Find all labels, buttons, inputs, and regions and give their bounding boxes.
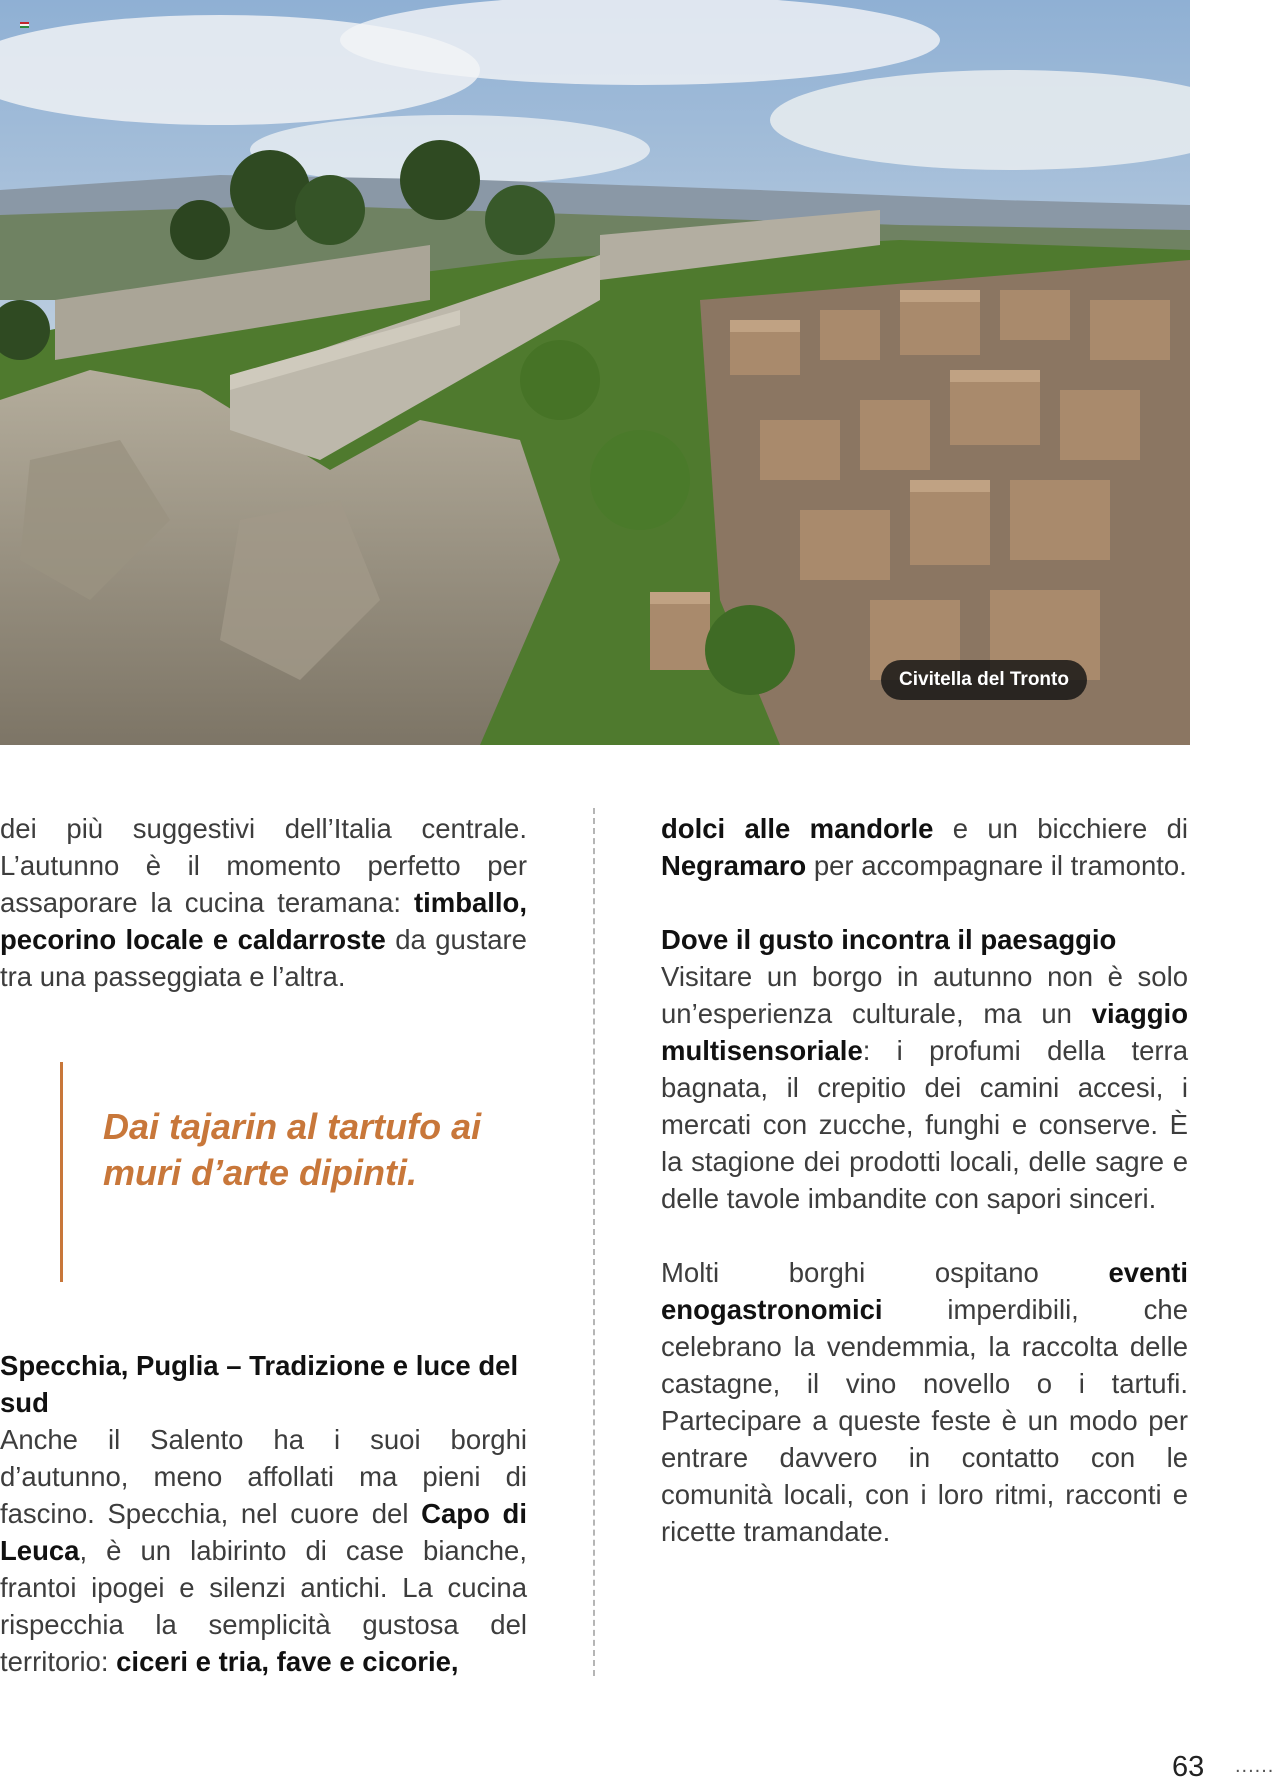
- page-number-dots: ......: [1235, 1755, 1275, 1777]
- left-paragraph-2: Anche il Salento ha i suoi borghi d’autunno, meno affollati ma pieni di fascino. Specchia, nel cuore del Capo di Leuca, è un labirinto di case bianche, frantoi ipogei e silenzi antichi. La cucina rispecchia la semplicità gustosa del territorio: ciceri e tria, fave e cicorie,: [0, 1424, 527, 1677]
- column-divider: [593, 808, 595, 1676]
- section-heading-paesaggio: Dove il gusto incontra il paesaggio: [661, 924, 1117, 955]
- photo-caption: Civitella del Tronto: [881, 660, 1087, 700]
- pull-quote: [60, 1062, 483, 1282]
- section-heading-specchia: Specchia, Puglia – Tradizione e luce del sud: [0, 1350, 519, 1418]
- right-paragraph-1: dolci alle mandorle e un bicchiere di Negramaro per accompagnare il tramonto.: [661, 813, 1188, 881]
- right-column: [661, 810, 1188, 1550]
- flag-icon: [20, 22, 29, 28]
- pull-quote-text: Dai tajarin al tartufo ai muri d’arte dipinti.: [103, 1106, 482, 1193]
- left-paragraph-1: dei più suggestivi dell’Italia centrale. L’autunno è il momento perfetto per assaporare la cucina teramana: timballo, pecorino locale e caldarroste da gustare tra una passeggiata e l’altra.: [0, 813, 527, 992]
- right-paragraph-2: Visitare un borgo in autunno non è solo un’esperienza culturale, ma un viaggio multisensoriale: i profumi della terra bagnata, il crepitio dei camini accesi, i mercati con zucche, funghi e conserve. È la stagione dei prodotti locali, delle sagre e delle tavole imbandite con sapori sinceri.: [661, 961, 1188, 1214]
- hero-photo: [0, 0, 1190, 745]
- left-column-lower: [0, 1347, 527, 1680]
- civitella-landscape-image: [0, 0, 1190, 745]
- page-number: 63: [1172, 1751, 1205, 1783]
- left-column: [0, 810, 527, 995]
- right-paragraph-3: Molti borghi ospitano eventi enogastronomici imperdibili, che celebrano la vendemmia, la raccolta delle castagne, il vino novello o i tartufi. Partecipare a queste feste è un modo per entrare davvero in contatto con le comunità locali, con i loro ritmi, racconti e ricette tramandate.: [661, 1257, 1188, 1547]
